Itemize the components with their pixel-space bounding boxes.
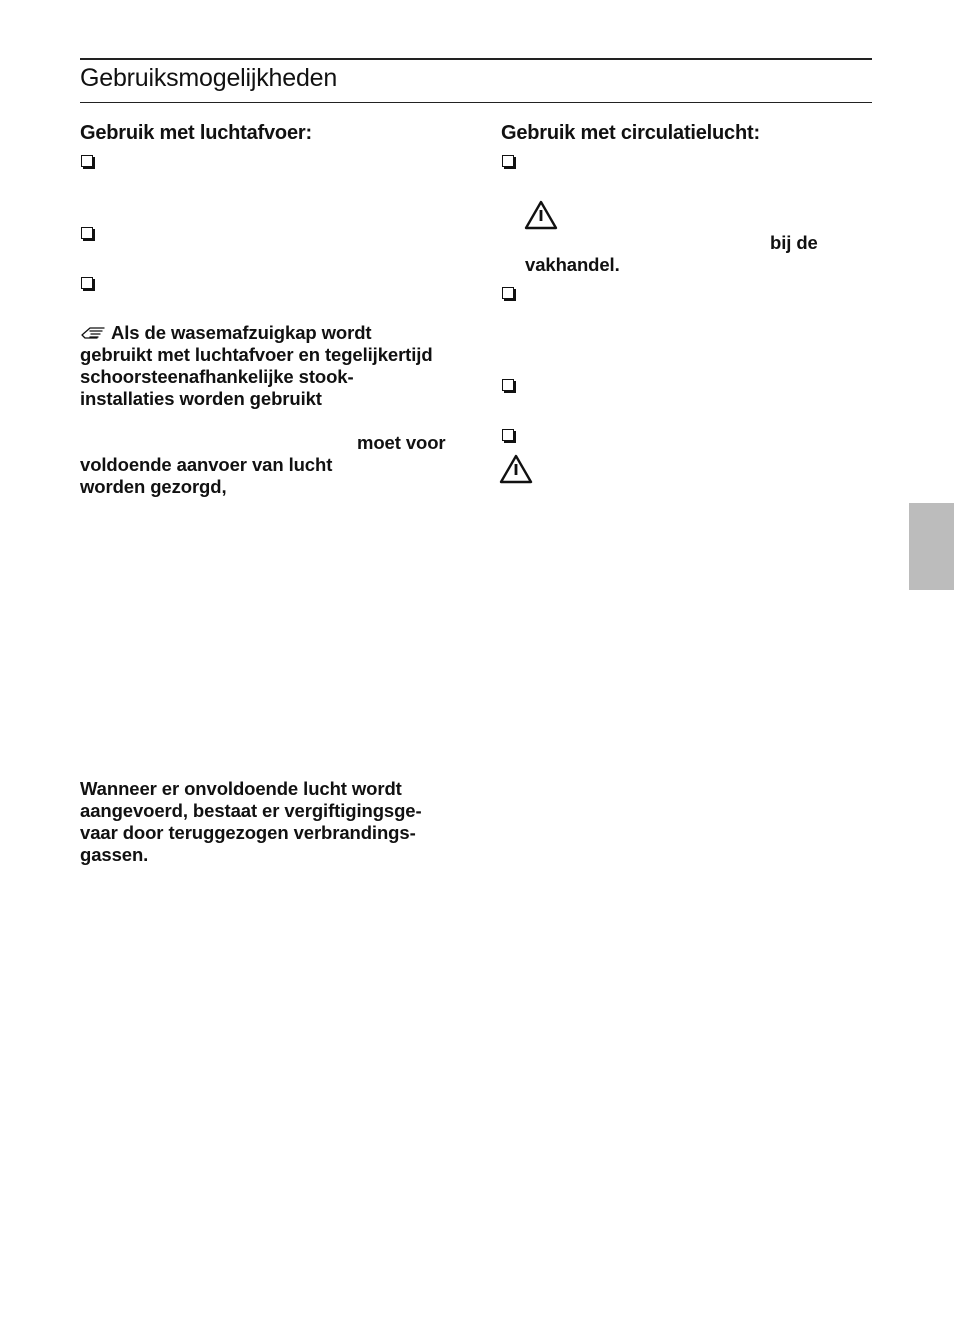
right-column-heading: Gebruik met circulatielucht: bbox=[501, 122, 760, 144]
note-line: gebruikt met luchtafvoer en tegelijkertijd bbox=[80, 344, 433, 365]
note-tail-line: voldoende aanvoer van lucht bbox=[80, 454, 333, 475]
title-underline bbox=[80, 102, 872, 103]
checkbox-icon bbox=[502, 379, 514, 391]
warning-line: aangevoerd, bestaat er vergiftigingsge- bbox=[80, 800, 422, 821]
pointing-hand-icon bbox=[80, 323, 108, 346]
warning-line: gassen. bbox=[80, 844, 149, 865]
left-column-heading: Gebruik met luchtafvoer: bbox=[80, 122, 312, 144]
note-tail-line: worden gezorgd, bbox=[80, 476, 227, 497]
warning-triangle-icon bbox=[499, 454, 533, 489]
note-line: Als de wasemafzuigkap wordt bbox=[111, 322, 372, 343]
note-line: schoorsteenafhankelijke stook- bbox=[80, 366, 354, 387]
note-tail-right: moet voor bbox=[357, 432, 446, 453]
right-fragment: bij de bbox=[770, 232, 818, 253]
warning-triangle-icon bbox=[524, 200, 558, 235]
warning-line: Wanneer er onvoldoende lucht wordt bbox=[80, 778, 402, 799]
top-rule bbox=[80, 58, 872, 60]
checkbox-icon bbox=[502, 155, 514, 167]
right-fragment-next: vakhandel. bbox=[525, 254, 620, 275]
checkbox-icon bbox=[81, 227, 93, 239]
chapter-tab bbox=[909, 503, 954, 590]
checkbox-icon bbox=[502, 287, 514, 299]
checkbox-icon bbox=[81, 155, 93, 167]
checkbox-icon bbox=[81, 277, 93, 289]
checkbox-icon bbox=[502, 429, 514, 441]
warning-line: vaar door teruggezogen verbrandings- bbox=[80, 822, 416, 843]
page-title: Gebruiksmogelijkheden bbox=[80, 64, 338, 92]
note-line: installaties worden gebruikt bbox=[80, 388, 322, 409]
